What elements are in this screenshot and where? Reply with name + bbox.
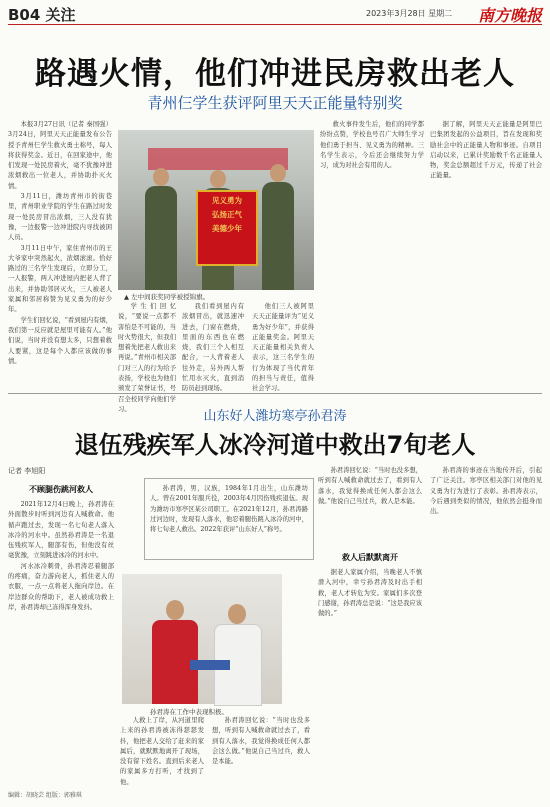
story2-profile-text: 孙君涛，男，汉族，1984年1月出生，山东潍坊人。曾在2001年服兵役，2003年4月因伤残疾退伍。现为潍坊市寒亭区某公司职工。在2021年12月，孙君涛路过河边时，发现有人落水，他忍着腿伤跳入冰冷的河中，将七旬老人救出。2022年获评“山东好人”称号。: [150, 485, 308, 534]
story1-paragraph: 3月11日中午，家住青州市的王大爷家中突然起火，浓烟滚滚。恰好路过的三名学生发现后，立即分工，一人报警，两人冲进屋内把老人背了出来，并协助邻居灭火，三人被老人家属和邻居称赞为见义勇为的好少年。: [8, 244, 112, 314]
story2-paragraph: 孙君涛回忆说：“当时也没多想，听到有人喊救命就过去了，看到有人落水，我觉得换成任何人都会这么做。”他说自己当过兵，救人是本能。: [318, 467, 422, 505]
story1-column-4: [252, 302, 314, 393]
story2-paragraph: 孙君涛的事迹在当地传开后，引起了广泛关注。寒亭区相关部门对他的见义勇为行为进行了表彰。孙君涛表示，今后遇到类似的情况，他依然会挺身而出。: [430, 467, 542, 516]
story1-subtitle: 青州仨学生获评阿里天天正能量特别奖: [147, 94, 403, 112]
story2-reporter: 记者 李旭阳: [8, 467, 46, 475]
header-rule: [8, 24, 542, 25]
story1-photo-caption: ▲ 左中间获奖同学被授锦旗。: [124, 293, 210, 301]
story1-paragraph: 救火事件发生后，他们的同学都纷纷点赞，学校也号召广大师生学习他们勇于担当、见义勇为的精神。三名学生表示，今后还会继续努力学习，成为对社会有用的人。: [320, 121, 424, 170]
story2-subhead-a: 不顾腿伤跳河救人: [29, 484, 93, 494]
story2-column-3: [212, 716, 310, 786]
page-footer: 编辑：胡晓芸 组版：郭雅琪: [8, 792, 82, 799]
story1-photo: [118, 130, 314, 290]
story1-paragraph: 3月11日，潍坊青州市的街巷里，青州职业学院的学生在路过时发现一处民房冒出浓烟，三人没有犹豫，一边报警一边冲进院内寻找被困人员。: [8, 193, 112, 242]
story2-column-4: [318, 466, 422, 546]
issue-date: 2023年3月28日 星期二: [366, 9, 453, 18]
story1-paragraph: 学生们回忆说，“要说一点都不害怕是不可能的，当时火势很大，但我们想着先把老人救出来再说。”青州市相关部门对三人的行为给予表扬，学校也为他们颁发了荣誉证书，号召全校同学向他们学习。: [118, 303, 176, 413]
banner-flag-icon: 见义勇为 弘扬正气 美德少年: [196, 190, 258, 266]
story2-headline: 退伍残疾军人冰冷河道中救出7旬老人: [74, 431, 476, 459]
story2-paragraph: 据老人家属介绍，当晚老人不慎滑入河中，幸亏孙君涛及时出手相救，老人才转危为安。家属们多次登门感谢，孙君涛总是说：“这是我应该做的。”: [318, 569, 422, 618]
story1-column-6: [430, 120, 542, 388]
story1-paragraph: 学生们回忆说，“看到屋内有烟，我们第一反应就是屋里可能有人。”他们说，当时并没有想太多，只想着救人要紧，这是每个人都应该做的事情。: [8, 316, 112, 365]
story2-paragraph: 孙君涛回忆说：“当时也没多想，听到有人喊救命就过去了，看到有人落水，我觉得换成任何人都会这么做。”他说自己当过兵，救人是本能。: [212, 717, 310, 766]
story1-headline: 路遇火情，他们冲进民房救出老人: [35, 56, 515, 92]
story2-photo: [122, 574, 282, 704]
story1-column-5: [320, 120, 424, 388]
story1-paragraph: 我们看到屋内有浓烟冒出，就迅速冲进去，门窗在燃烧，里面的东西也在燃烧，我们三个人相互配合，一人背着老人往外走，另外两人帮忙用水灭火，直到消防员赶到现场。: [182, 303, 244, 393]
story1-column-2: [118, 302, 176, 413]
story1-paragraph: 据了解，阿里天天正能量是阿里巴巴集团发起的公益项目，旨在发现和奖励社会中的正能量人物和事迹。自项目启动以来，已累计奖励数千名正能量人物，奖金总额超过千万元，传递了社会正能量。: [430, 121, 542, 180]
story2-column-6: [430, 466, 542, 786]
story2-column-5: [318, 568, 422, 786]
story2-paragraph: 人救上了岸，从河道里爬上来的孙君涛被冻得瑟瑟发抖，他把老人交给了赶来的家属后，就默默地离开了现场，没有留下姓名。直到后来老人的家属多方打听，才找到了他。: [120, 717, 204, 786]
section-divider: [8, 393, 542, 394]
story2-subhead-b: 救人后默默离开: [342, 552, 398, 562]
story2-profile-box: [144, 478, 314, 560]
story1-paragraph: 他们三人被阿里天天正能量评为“见义勇为好少年”，并获得正能量奖金。阿里天天正能量相关负责人表示，这三名学生的行为体现了当代青年的担当与责任，值得社会学习。: [252, 303, 314, 393]
story1-lead: 本报3月27日讯（记者 秦国强）3月24日，阿里天天正能量发布公告授予青州仨学生救火勇士称号，每人将获得奖金。近日，在回家途中，他们发现一处民房着火，毫不犹豫冲进浓烟救出一位老人，并协助扑灭火情。: [8, 121, 112, 190]
story2-paragraph: 河水冰冷刺骨，孙君涛忍着腿部的疼痛，奋力游向老人，抓住老人的衣服，一点一点将老人拖向岸边。在岸边群众的帮助下，老人被成功救上岸，孙君涛却已冻得浑身发抖。: [8, 562, 114, 611]
story2-column-1: [8, 500, 114, 786]
newspaper-logo: 南方晚报: [478, 6, 543, 25]
story2-subtitle: 山东好人潍坊寒亭孙君涛: [203, 409, 347, 424]
story1-column-1: [8, 120, 112, 388]
section-label: B04 关注: [8, 6, 76, 24]
story2-column-2: [120, 716, 204, 786]
story2-paragraph: 2021年12月4日晚上，孙君涛在外面散步时听到河边有人喊救命。他循声跑过去，发现一名七旬老人落入冰冷的河水中。虽然孙君涛是一名退伍残疾军人，腿部有伤，但他没有丝毫犹豫，立刻跳进冰冷的河水中。: [8, 501, 114, 560]
story2-photo-caption: 孙君涛在工作中表现积极。: [150, 708, 228, 716]
story1-column-3: [182, 302, 244, 393]
